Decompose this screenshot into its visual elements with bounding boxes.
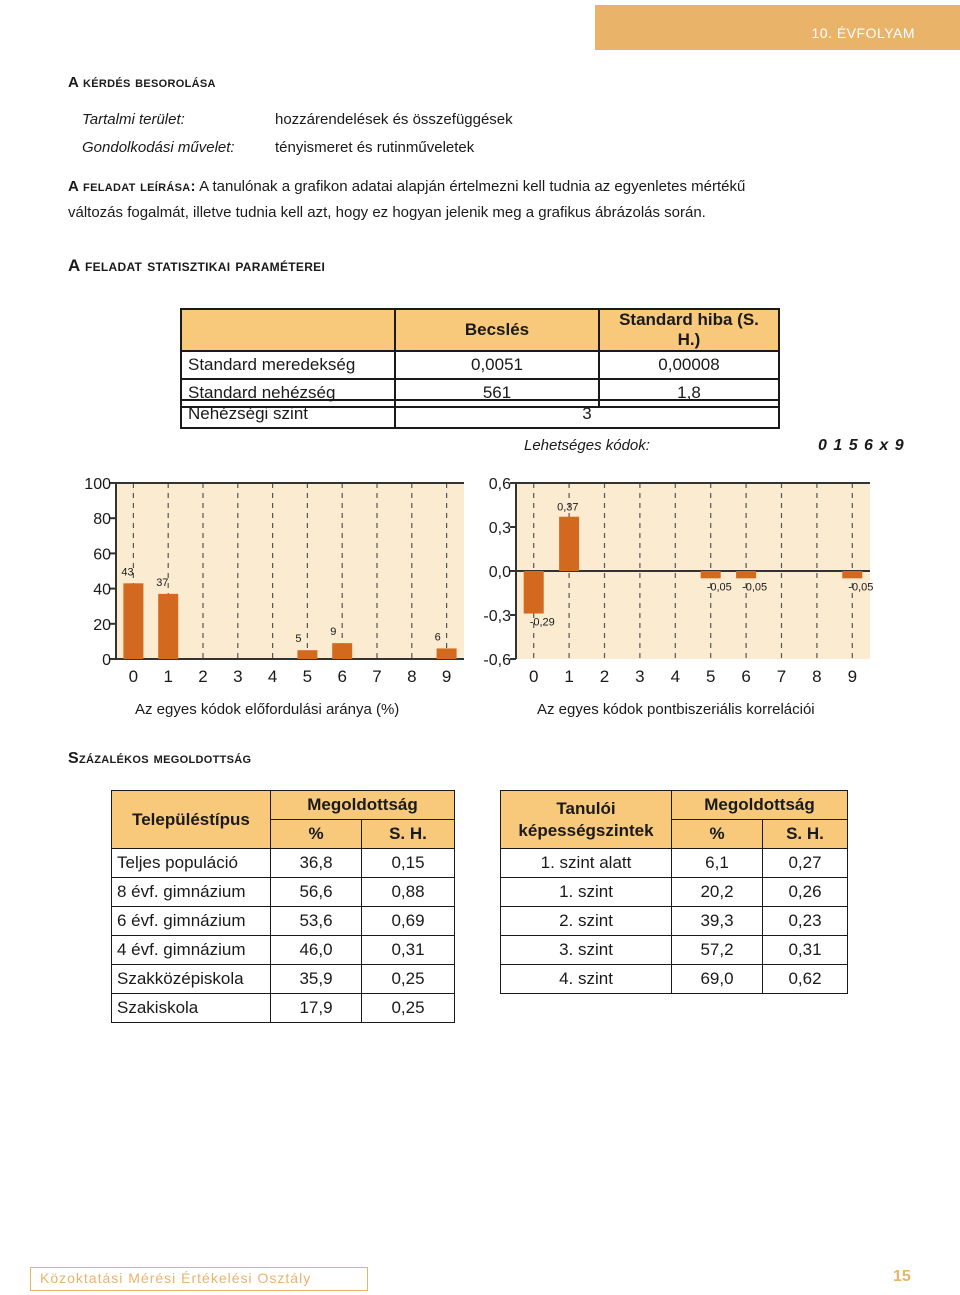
col-percent: % — [672, 820, 763, 849]
bar — [123, 583, 143, 659]
bar — [559, 517, 579, 571]
results-table-level — [500, 790, 848, 994]
x-tick-label: 9 — [441, 667, 452, 686]
results-title: Százalékos megoldottság — [68, 750, 252, 767]
x-tick-label: 5 — [302, 667, 313, 686]
x-tick-label: 5 — [705, 667, 716, 686]
difficulty-label: Nehézségi szint — [181, 400, 395, 428]
x-tick-label: 1 — [163, 667, 173, 686]
x-tick-label: 7 — [776, 667, 787, 686]
table-row — [501, 849, 848, 878]
row-se: 0,25 — [362, 965, 455, 994]
col-se: S. H. — [362, 820, 455, 849]
row-name: 4. szint — [501, 965, 672, 994]
x-tick-label: 0 — [128, 667, 139, 686]
row-name: Szakiskola — [112, 994, 271, 1023]
table-row — [501, 965, 848, 994]
row-se: 0,25 — [362, 994, 455, 1023]
table-row — [112, 907, 455, 936]
col-ability-level-line2: képességszintek — [518, 820, 654, 840]
bar — [524, 571, 544, 614]
stats-row-label: Standard meredekség — [181, 351, 395, 379]
row-se: 0,31 — [763, 936, 848, 965]
codes-label: Lehetséges kódok: — [524, 437, 650, 454]
bar-value-label: 37 — [156, 576, 169, 589]
bar — [332, 643, 352, 659]
content-area-value: hozzárendelések és összefüggések — [275, 111, 513, 128]
stats-row-estimate: 0,0051 — [395, 351, 599, 379]
row-se: 0,31 — [362, 936, 455, 965]
y-tick-label: -0,3 — [483, 608, 511, 625]
row-percent: 69,0 — [672, 965, 763, 994]
bar-value-label: 5 — [295, 633, 302, 646]
x-tick-label: 6 — [337, 667, 347, 686]
task-description — [68, 174, 928, 200]
bar-value-label: -0,05 — [742, 581, 768, 594]
chart2-caption: Az egyes kódok pontbiszeriális korrelációi — [537, 701, 815, 718]
bar — [297, 650, 317, 659]
col-settlement-type: Településtípus — [112, 791, 271, 849]
col-se: S. H. — [763, 820, 848, 849]
x-tick-label: 0 — [528, 667, 539, 686]
x-tick-label: 4 — [670, 667, 681, 686]
row-name: 3. szint — [501, 936, 672, 965]
row-name: 6 évf. gimnázium — [112, 907, 271, 936]
row-name: 1. szint alatt — [501, 849, 672, 878]
x-tick-label: 3 — [635, 667, 645, 686]
bar-value-label: -0,05 — [706, 581, 732, 594]
x-tick-label: 4 — [267, 667, 278, 686]
y-tick-label: 0 — [102, 652, 111, 669]
row-percent: 17,9 — [271, 994, 362, 1023]
row-se: 0,69 — [362, 907, 455, 936]
row-percent: 56,6 — [271, 878, 362, 907]
row-percent: 35,9 — [271, 965, 362, 994]
table-row — [501, 936, 848, 965]
stats-row-label: Standard nehézség — [181, 379, 395, 407]
x-tick-label: 1 — [564, 667, 574, 686]
row-name: 1. szint — [501, 878, 672, 907]
row-percent: 57,2 — [672, 936, 763, 965]
x-tick-label: 6 — [741, 667, 751, 686]
x-tick-label: 8 — [812, 667, 822, 686]
y-tick-label: 0,6 — [488, 476, 511, 493]
classification-title: A kérdés besorolása — [68, 74, 216, 91]
grade-label: 10. ÉVFOLYAM — [811, 25, 915, 41]
y-tick-label: -0,6 — [483, 652, 511, 669]
row-se: 0,62 — [763, 965, 848, 994]
row-name: 2. szint — [501, 907, 672, 936]
bar-value-label: 43 — [121, 566, 134, 579]
row-percent: 36,8 — [271, 849, 362, 878]
difficulty-value: 3 — [395, 400, 779, 428]
x-tick-label: 7 — [372, 667, 382, 686]
thinking-value: tényismeret és rutinműveletek — [275, 139, 475, 156]
row-percent: 6,1 — [672, 849, 763, 878]
charts-svg — [0, 465, 960, 725]
bar-value-label: -0,29 — [529, 616, 555, 629]
row-se: 0,88 — [362, 878, 455, 907]
bar-value-label: 9 — [330, 626, 337, 639]
stats-table — [180, 308, 780, 408]
table-row — [501, 878, 848, 907]
row-name: 8 évf. gimnázium — [112, 878, 271, 907]
y-tick-label: 0,3 — [488, 520, 511, 537]
table-row — [112, 965, 455, 994]
bar — [158, 594, 178, 659]
row-se: 0,15 — [362, 849, 455, 878]
row-percent: 53,6 — [271, 907, 362, 936]
results-table-settlement — [111, 790, 455, 1023]
col-solved-group: Megoldottság — [271, 791, 455, 820]
difficulty-table — [180, 399, 780, 429]
bar-value-label: 6 — [434, 631, 441, 644]
footer-org: Közoktatási Mérési Értékelési Osztály — [40, 1270, 312, 1286]
y-tick-label: 0,0 — [488, 564, 511, 581]
bar — [736, 571, 756, 578]
page-number: 15 — [893, 1268, 911, 1285]
row-se: 0,27 — [763, 849, 848, 878]
correlation-chart — [483, 476, 873, 686]
y-tick-label: 100 — [84, 476, 111, 493]
y-tick-label: 20 — [93, 616, 111, 634]
x-tick-label: 2 — [198, 667, 208, 686]
x-tick-label: 3 — [233, 667, 243, 686]
table-row — [112, 849, 455, 878]
bar-value-label: 0,37 — [557, 501, 579, 514]
row-percent: 39,3 — [672, 907, 763, 936]
codes-value: 0 1 5 6 x 9 — [818, 437, 905, 454]
chart1-caption: Az egyes kódok előfordulási aránya (%) — [135, 701, 400, 718]
x-tick-label: 8 — [407, 667, 417, 686]
col-solved-group: Megoldottság — [672, 791, 848, 820]
table-row — [112, 936, 455, 965]
table-row — [501, 907, 848, 936]
y-tick-label: 40 — [93, 581, 111, 599]
table-row — [112, 994, 455, 1023]
content-area-label: Tartalmi terület: — [82, 111, 185, 128]
description-label: A feladat leírása: — [68, 178, 196, 195]
stats-row-se: 1,8 — [599, 379, 779, 407]
bar — [437, 648, 457, 659]
stats-header-estimate: Becslés — [395, 309, 599, 351]
row-percent: 20,2 — [672, 878, 763, 907]
bar — [842, 571, 862, 578]
col-ability-level — [501, 791, 672, 849]
frequency-chart — [84, 476, 464, 686]
x-tick-label: 9 — [847, 667, 858, 686]
stats-row-se: 0,00008 — [599, 351, 779, 379]
stats-row-estimate: 561 — [395, 379, 599, 407]
row-name: Szakközépiskola — [112, 965, 271, 994]
y-tick-label: 80 — [93, 511, 111, 529]
description-line1: A tanulónak a grafikon adatai alapján értelmezni kell tudnia az egyenletes mértékű — [199, 178, 746, 195]
x-tick-label: 2 — [599, 667, 610, 686]
row-se: 0,26 — [763, 878, 848, 907]
row-se: 0,23 — [763, 907, 848, 936]
description-line2: változás fogalmát, illetve tudnia kell azt, hogy ez hogyan jelenik meg a grafikus ábrázolás során. — [68, 204, 706, 221]
stats-header-se: Standard hiba (S. H.) — [599, 309, 779, 351]
col-ability-level-line1: Tanulói — [556, 798, 616, 818]
bar — [701, 571, 721, 578]
stats-header-empty — [181, 309, 395, 351]
thinking-label: Gondolkodási művelet: — [82, 139, 235, 156]
bar-value-label: -0,05 — [848, 581, 874, 594]
row-percent: 46,0 — [271, 936, 362, 965]
y-tick-label: 60 — [93, 546, 111, 564]
stats-row — [181, 351, 779, 379]
stats-title: A feladat statisztikai paraméterei — [68, 256, 326, 275]
table-row — [112, 878, 455, 907]
row-name: 4 évf. gimnázium — [112, 936, 271, 965]
col-percent: % — [271, 820, 362, 849]
row-name: Teljes populáció — [112, 849, 271, 878]
